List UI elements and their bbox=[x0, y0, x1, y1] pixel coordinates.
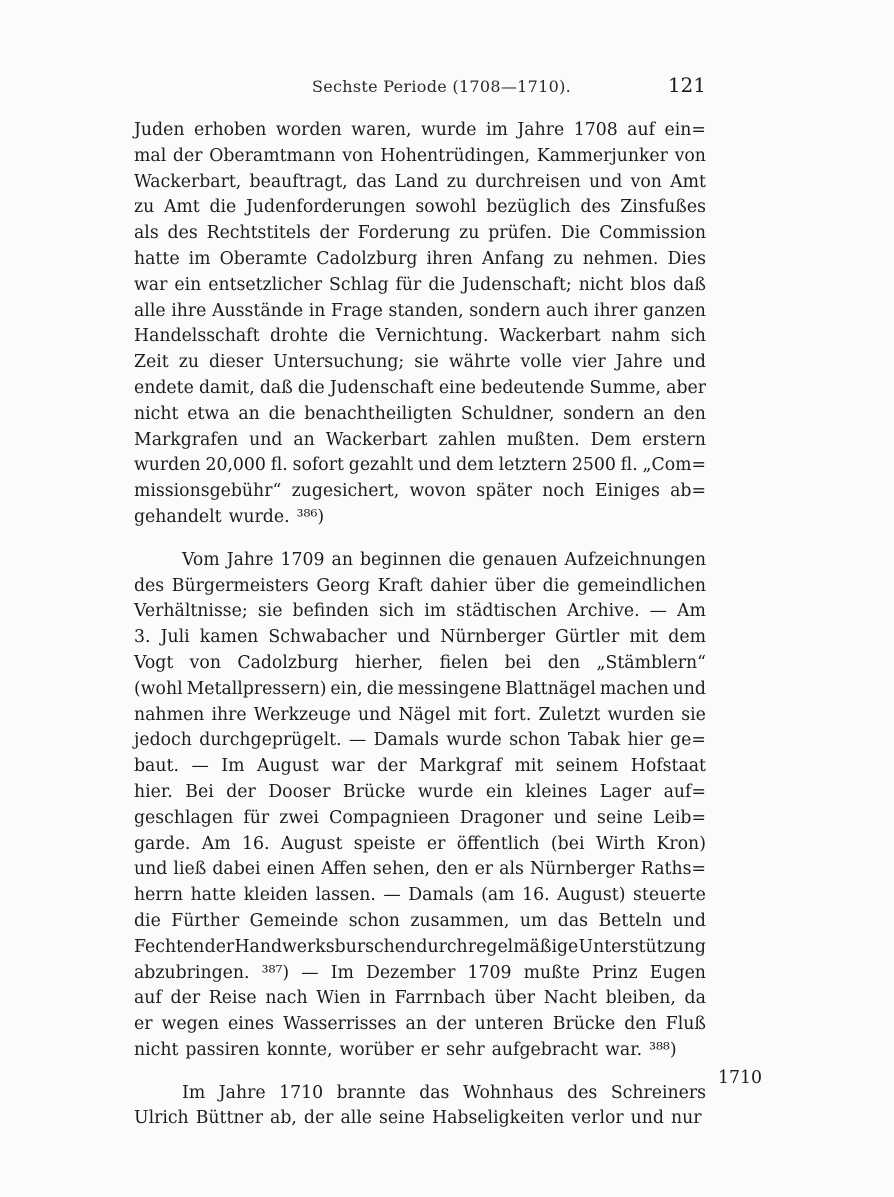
text-line: hatte im Oberamte Cadolzburg ihren Anfang zu nehmen. Dies bbox=[134, 248, 706, 269]
text-line: und ließ dabei einen Affen sehen, den er als Nürnberger Raths= bbox=[134, 859, 706, 880]
text-line: missionsgebühr“ zugesichert, wovon später noch Einiges ab= bbox=[134, 481, 706, 502]
text-line: er wegen eines Wasserrisses an der unteren Brücke den Fluß bbox=[134, 1014, 706, 1035]
text-line: Juden erhoben worden waren, wurde im Jahre 1708 auf ein= bbox=[134, 120, 706, 140]
paragraph bbox=[134, 1081, 706, 1133]
text-line: gehandelt wurde. ³⁸⁶) bbox=[134, 506, 325, 527]
text-line: auf der Reise nach Wien in Farrnbach über Nacht bleiben, da bbox=[134, 988, 706, 1009]
text-line: alle ihre Ausstände in Frage standen, sondern auch ihrer ganzen bbox=[134, 300, 706, 321]
text-line: Markgrafen und an Wackerbart zahlen mußten. Dem erstern bbox=[134, 429, 706, 450]
text-line: baut. — Im August war der Markgraf mit seinem Hofstaat bbox=[134, 756, 706, 777]
text-line: Vom Jahre 1709 an beginnen die genauen Aufzeichnungen bbox=[182, 549, 706, 570]
page-number: 121 bbox=[667, 73, 706, 97]
text-line: geschlagen für zwei Compagnieen Dragoner und seine Leib= bbox=[134, 807, 706, 828]
text-line: die Fürther Gemeinde schon zusammen, um das Betteln und bbox=[134, 910, 706, 931]
text-line: (wohl Metallpressern) ein, die messingene Blattnägel machen und bbox=[134, 678, 706, 699]
paragraph-gap bbox=[134, 1064, 706, 1081]
margin-year-note: 1710 bbox=[718, 1068, 762, 1088]
text-line: jedoch durchgeprügelt. — Damals wurde schon Tabak hier ge= bbox=[134, 730, 706, 751]
text-line: des Bürgermeisters Georg Kraft dahier über die gemeindlichen bbox=[134, 575, 706, 596]
body-text bbox=[134, 118, 706, 1132]
text-line: Handelsschaft drohte die Vernichtung. Wackerbart nahm sich bbox=[134, 326, 706, 347]
text-line: hier. Bei der Dooser Brücke wurde ein kleines Lager auf= bbox=[134, 781, 706, 802]
paragraph bbox=[134, 118, 706, 531]
text-line: garde. Am 16. August speiste er öffentlich (bei Wirth Kron) bbox=[134, 833, 706, 854]
page-header bbox=[134, 73, 706, 103]
text-line: endete damit, daß die Judenschaft eine bedeutende Summe, aber bbox=[134, 377, 706, 398]
text-line: 3. Juli kamen Schwabacher und Nürnberger Gürtler mit dem bbox=[134, 627, 706, 648]
text-line: Zeit zu dieser Untersuchung; sie währte volle vier Jahre und bbox=[134, 352, 706, 373]
text-line: nahmen ihre Werkzeuge und Nägel mit fort. Zuletzt wurden sie bbox=[134, 704, 706, 725]
paragraph-gap bbox=[134, 531, 706, 548]
text-line: abzubringen. ³⁸⁷) — Im Dezember 1709 mußte Prinz Eugen bbox=[134, 962, 706, 983]
text-line: nicht etwa an die benachtheiligten Schuldner, sondern an den bbox=[134, 403, 706, 424]
paragraph bbox=[134, 548, 706, 1064]
text-line: zu Amt die Judenforderungen sowohl bezüglich des Zinsfußes bbox=[134, 197, 706, 218]
text-line: war ein entsetzlicher Schlag für die Judenschaft; nicht blos daß bbox=[134, 274, 706, 295]
text-line: Fechten der Handwerksburschen durch regelmäßige Unterstützung bbox=[134, 936, 706, 957]
text-line: Ulrich Büttner ab, der alle seine Habseligkeiten verlor und nur bbox=[134, 1108, 702, 1129]
text-line: herrn hatte kleiden lassen. — Damals (am 16. August) steuerte bbox=[134, 885, 706, 906]
text-line: mal der Oberamtmann von Hohentrüdingen, Kammerjunker von bbox=[134, 145, 706, 166]
text-line: wurden 20,000 fl. sofort gezahlt und dem letztern 2500 fl. „Com= bbox=[134, 455, 706, 476]
text-line: als des Rechtstitels der Forderung zu prüfen. Die Commission bbox=[134, 223, 706, 244]
text-line: nicht passiren konnte, worüber er sehr aufgebracht war. ³⁸⁸) bbox=[134, 1039, 677, 1060]
running-title: Sechste Periode (1708—1710). bbox=[312, 77, 572, 96]
text-line: Im Jahre 1710 brannte das Wohnhaus des Schreiners bbox=[182, 1082, 706, 1103]
text-line: Wackerbart, beauftragt, das Land zu durchreisen und von Amt bbox=[134, 171, 706, 192]
text-line: Verhältnisse; sie befinden sich im städtischen Archive. — Am bbox=[134, 601, 706, 622]
text-line: Vogt von Cadolzburg hierher, fielen bei den „Stämblern“ bbox=[134, 652, 706, 673]
